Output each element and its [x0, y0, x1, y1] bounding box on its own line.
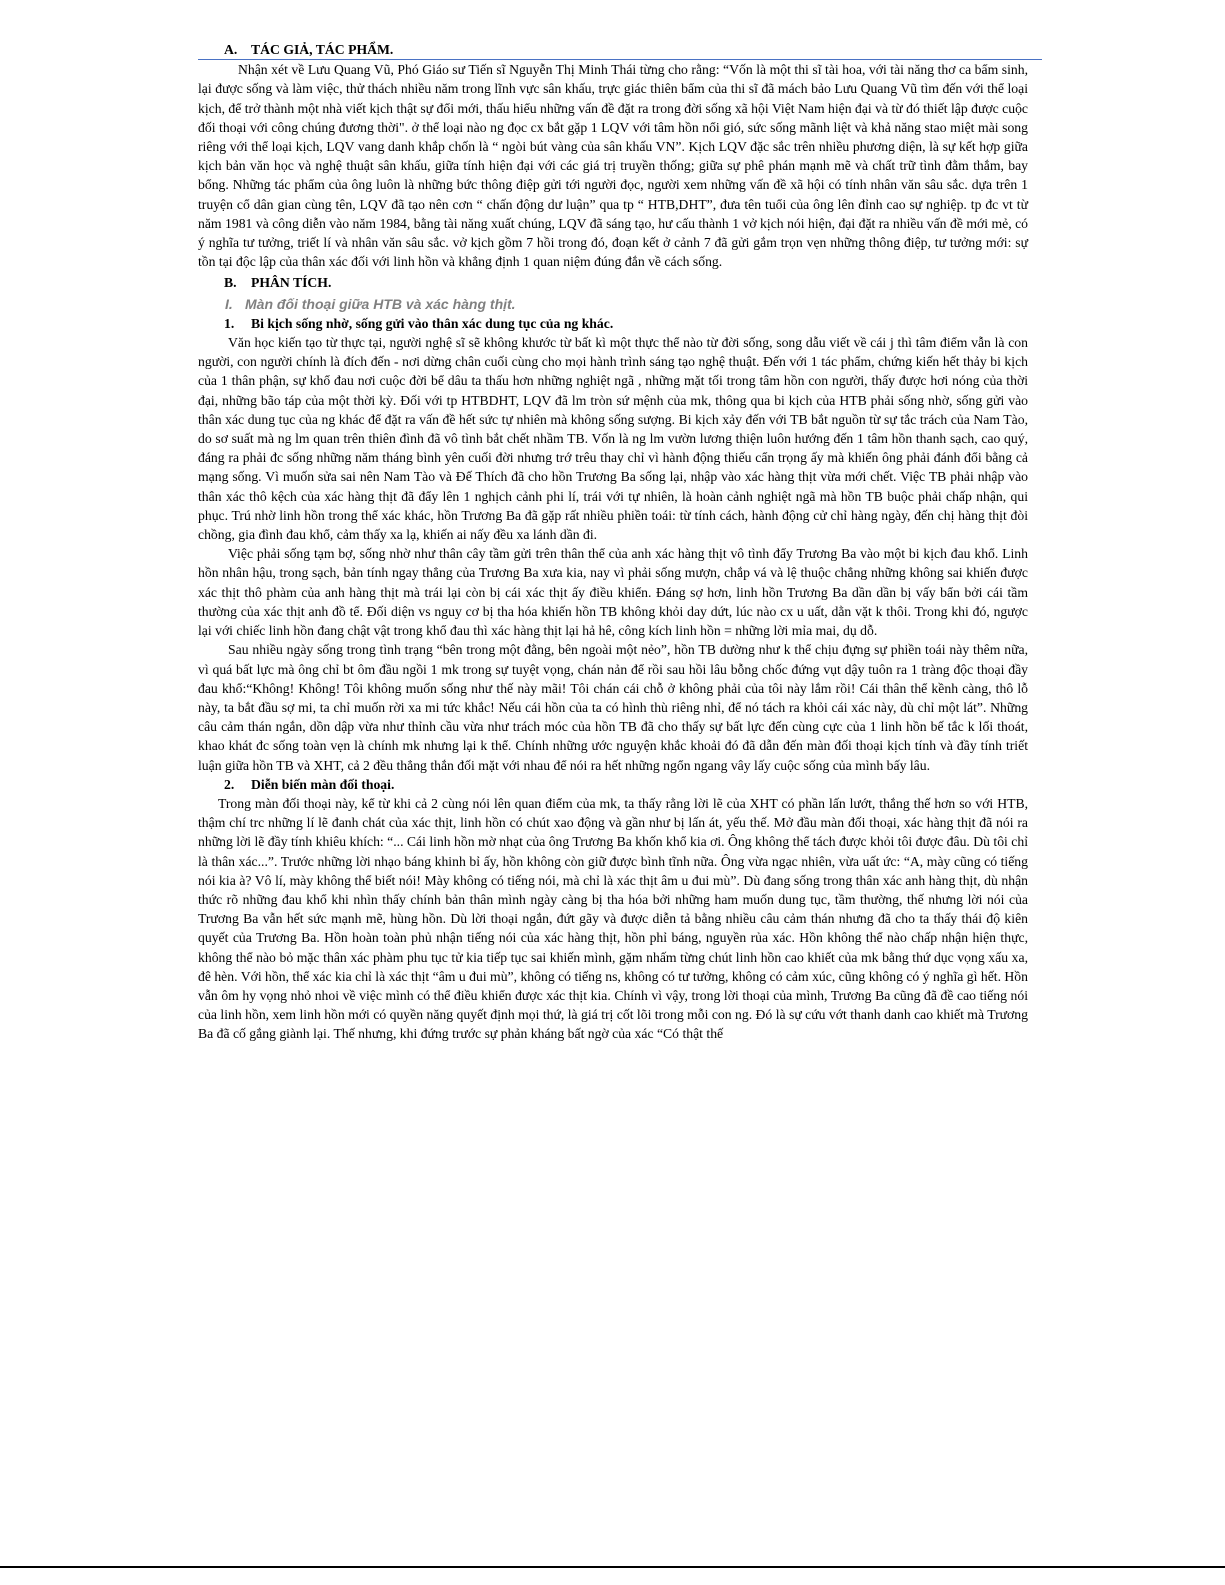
heading-a [198, 40, 1042, 60]
heading-b [198, 273, 1028, 292]
heading-section-i-title: Màn đối thoại giữa HTB và xác hàng thịt. [245, 295, 516, 312]
heading-section-i-number: I. [225, 295, 233, 312]
heading-2 [198, 775, 1028, 794]
heading-2-number: 2. [224, 776, 235, 792]
page-bottom-rule [0, 1566, 1225, 1568]
paragraph-2a: Trong màn đối thoại này, kể từ khi cả 2 cùng nói lên quan điểm của mk, ta thấy rằng lời lẽ của XHT có phần lấn lướt, thắng thế hơn so với HTB, thậm chí trc những lí lẽ đanh chát của xác thịt, linh hồn có chút xao động và gần như bị lấn át, yếu thế. Mở đầu màn đối thoại, xác hàng thịt đã nói ra những lời lẽ đầy tính khiêu khích: “... Cái linh hồn mờ nhạt của ông Trương Ba khốn khổ kia ơi. Ông không thể tách được khỏi tôi được đâu. Dù tôi chỉ là thân xác...”. Trước những lời nhạo báng khinh bỉ ấy, hồn không còn giữ được bình tĩnh nữa. Ông vừa ngạc nhiên, vừa uất ức: “A, mày cũng có tiếng nói kia à? Vô lí, mày không thể biết nói! Mày không có tiếng nói, mà chỉ là xác thịt âm u đui mù”. Dù đang sống trong thân xác anh hàng thịt, dù nhận thức rõ những đau khổ khi nhìn thấy chính bản thân mình ngày càng bị tha hóa bởi những ham muốn dung tục, tầm thường, thế nhưng lời nói của Trương Ba vẫn hết sức mạnh mẽ, hùng hồn. Dù lời thoại ngắn, đứt gãy và được diễn tả bằng nhiều câu cảm thán nhưng đã cho ta thấy thái độ kiên quyết của Trương Ba. Hồn hoàn toàn phủ nhận tiếng nói của xác hàng thịt, hồn phỉ báng, nguyền rủa xác. Hồn không thể nào chấp nhận hiện thực, không thể nào bỏ mặc thân xác phàm phu tục tử kia tiếp tục sai khiến mình, gặm nhấm từng chút linh hồn cao khiết của mk bằng thứ dục vọng xấu xa, đê hèn. Với hồn, thể xác kia chỉ là xác thịt “âm u đui mù”, không có tiếng ns, không có tư tưởng, không có cảm xúc, cũng không có ý nghĩa gì hết. Hồn vẫn ôm hy vọng nhỏ nhoi về việc mình có thể điều khiển được xác thịt kia. Chính vì vậy, trong lời thoại của mình, Trương Ba cũng đã đề cao tiếng nói của linh hồn, xem linh hồn mới có quyền năng quyết định mọi thứ, là giá trị cốt lõi trong mỗi con ng. Đó là sự cứu vớt thanh danh cao khiết mà Trương Ba đã cố gắng giành lại. Thế nhưng, khi đứng trước sự phản kháng bất ngờ của xác “Có thật thế [198, 795, 1028, 1042]
heading-b-title: PHÂN TÍCH. [251, 275, 332, 291]
heading-1 [198, 314, 1028, 333]
heading-2-title: Diễn biến màn đối thoại. [251, 776, 395, 792]
heading-a-title: TÁC GIẢ, TÁC PHẨM. [251, 42, 394, 57]
heading-b-number: B. [224, 275, 237, 291]
heading-1-title: Bi kịch sống nhờ, sống gửi vào thân xác dung tục của ng khác. [251, 315, 614, 331]
document-body [198, 40, 1028, 1044]
paragraph-intro: Nhận xét về Lưu Quang Vũ, Phó Giáo sư Tiến sĩ Nguyễn Thị Minh Thái từng cho rằng: “Vốn là một thi sĩ tài hoa, với tài năng thơ ca bẩm sinh, lại được sống và làm việc, thử thách nhiều năm trong lĩnh vực sân khấu, trực giác thiên bẩm của thi sĩ đã mách bảo Lưu Quang Vũ tìm đến với thể loại kịch, để trở thành một nhà viết kịch thật sự đổi mới, thấu hiểu những vấn đề đặt ra trong đời sống xã hội Việt Nam hiện đại và từ đó thiết lập được cuộc đối thoại với công chúng đương thời". ở thể loại nào ng đọc cx bắt gặp 1 LQV với tâm hồn nổi gió, sức sống mãnh liệt và khả năng stao miệt mài song riêng với thể loại kịch, LQV vang danh khắp chốn là “ ngòi bút vàng của sân khấu VN”. Kịch LQV đặc sắc trên nhiều phương diện, là sự kết hợp giữa kịch bản văn học và nghệ thuật sân khấu, giữa tính hiện đại với các giá trị truyền thống; giữa sự phê phán mạnh mẽ và chất trữ tình đằm thắm, bay bổng. Những tác phẩm của ông luôn là những bức thông điệp gửi tới người đọc, người xem những vấn đề xã hội có tính nhân văn sâu sắc. dựa trên 1 truyện cổ dân gian cùng tên, LQV đã tạo nên cơn “ chấn động dư luận” qua tp “ HTB,DHT”, đưa tên tuổi của ông lên đỉnh cao sự nghiệp. tp đc vt từ năm 1981 và công diễn vào năm 1984, bằng tài năng xuất chúng, LQV đã sáng tạo, hư cấu thành 1 vở kịch nói hiện, đại đặt ra nhiều vấn đề mới mẻ, có ý nghĩa tư tưởng, triết lí và nhân văn sâu sắc. vở kịch gồm 7 hồi trong đó, đoạn kết ở cảnh 7 đã gửi gắm trọn vẹn những thông điệp, tư tưởng mới: sự tồn tại độc lập của thân xác đối với linh hồn và khẳng định 1 quan niệm đúng đắn về cách sống. [198, 62, 1028, 270]
paragraph-1c: Sau nhiều ngày sống trong tình trạng “bên trong một đằng, bên ngoài một nẻo”, hồn TB dường như k thể chịu đựng sự phiền toái này thêm nữa, vì quá bất lực mà ông chỉ bt ôm đầu ngồi 1 mk trong sự tuyệt vọng, chán nản để rồi sau hồi lâu bỗng chốc đứng vụt dậy tuôn ra 1 tràng độc thoại đầy đau khổ:“Không! Không! Tôi không muốn sống như thế này mãi! Tôi chán cái chỗ ở không phải của tôi này lắm rồi! Cái thân thể kềnh càng, thô lỗ này, ta bắt đầu sợ mi, ta chỉ muốn rời xa mi tức khắc! Nếu cái hồn của ta có hình thù riêng nhỉ, để nó tách ra khỏi cái xác này, dù chỉ một lát”. Những câu cảm thán ngắn, dồn dập vừa như thỉnh cầu vừa như trách móc của hồn TB đã cho thấy sự bất lực đến cùng cực của 1 linh hồn bế tắc k lối thoát, khao khát đc sống toàn vẹn là chính mk nhưng lại k thể. Chính những ước nguyện khắc khoải đó đã dẫn đến màn đối thoại kịch tính và đầy tính triết luận giữa hồn TB và XHT, cả 2 đều thẳng thắn đối mặt với nhau để nói ra hết những ngổn ngang vây lấy cuộc sống của mình bấy lâu. [198, 642, 1028, 773]
paragraph-1a: Văn học kiến tạo từ thực tại, người nghệ sĩ sẽ không khước từ bất kì một thực thể nào từ đời sống, song dẫu viết về cái j thì tâm điểm vẫn là con người, con người chính là đích đến - nơi dừng chân cuối cùng cho mọi hành trình sáng tạo nghệ thuật. Đến với 1 tác phẩm, chứng kiến hết thảy bi kịch của 1 thân phận, sự khổ đau nơi cuộc đời bể dâu ta thấu hơn những nghiệt ngã , những mặt tối trong tâm hồn con người, thấy được hơi nóng của thời đại, những bão táp của một thời kỳ. Đối với tp HTBDHT, LQV đã lm tròn sứ mệnh của mk, thông qua bi kịch của HTB phải sống nhờ, sống gửi vào thân xác dung tục của ng khác để đặt ra vấn đề hết sức tự nhiên mà không sống sượng. Bi kịch xảy đến với TB bắt nguồn từ sự tắc trách của Nam Tào, do sơ suất mà ng lm quan trên thiên đình đã vô tình bắt chết nhầm TB. Vốn là ng lm vườn lương thiện luôn hướng đến 1 tâm hồn thanh sạch, cao quý, đáng ra phải đc sống những năm tháng bình yên cuối đời nhưng trớ trêu thay chỉ vì hành động thiếu cẩn trọng ấy mà khiến ông phải đánh đổi bằng cả mạng sống. Vì muốn sửa sai nên Nam Tào và Đế Thích đã cho hồn Trương Ba sống lại, nhập vào xác hàng thịt vừa mới chết. Việc TB phải nhập vào thân xác thô kệch của xác hàng thịt đã đẩy lên 1 nghịch cảnh phi lí, trái với tự nhiên, là hoàn cảnh nghiệt ngã mà hồn TB buộc phải chấp nhận, qui phục. Trú nhờ linh hồn trong thể xác khác, hồn Trương Ba đã gặp rất nhiều phiền toái: từ tính cách, hành động cử chỉ hàng ngày, đến chị hàng thịt đòi chồng, gia đình đau khổ, cảm thấy xa lạ, khiến ai nấy đều xa lánh dần đi. [198, 335, 1028, 543]
heading-section-i [198, 295, 1028, 314]
heading-1-number: 1. [224, 315, 235, 331]
heading-a-number: A. [224, 42, 238, 57]
paragraph-1b: Việc phải sống tạm bợ, sống nhờ như thân cây tầm gửi trên thân thể của anh xác hàng thịt vô tình đẩy Trương Ba vào một bi kịch đau khổ. Linh hồn nhân hậu, trong sạch, bản tính ngay thẳng của Trương Ba xưa kia, nay vì phải sống mượn, chắp vá và lệ thuộc chẳng những không sai khiến được xác thịt thô phàm của anh hàng thịt mà trái lại còn bị cái xác thịt ấy điều khiển. Đáng sợ hơn, linh hồn Trương Ba dần dần bị vấy bẩn bởi cái tầm thường của xác thịt anh đồ tể. Đối diện vs nguy cơ bị tha hóa khiến hồn TB không khỏi day dứt, lúc nào cx u uất, dằn vặt k thôi. Trong khi đó, ngược lại với chiếc linh hồn đang chật vật trong khổ đau thì xác hàng thịt lại hả hê, công kích linh hồn = những lời mỉa mai, dụ dỗ. [198, 546, 1028, 639]
